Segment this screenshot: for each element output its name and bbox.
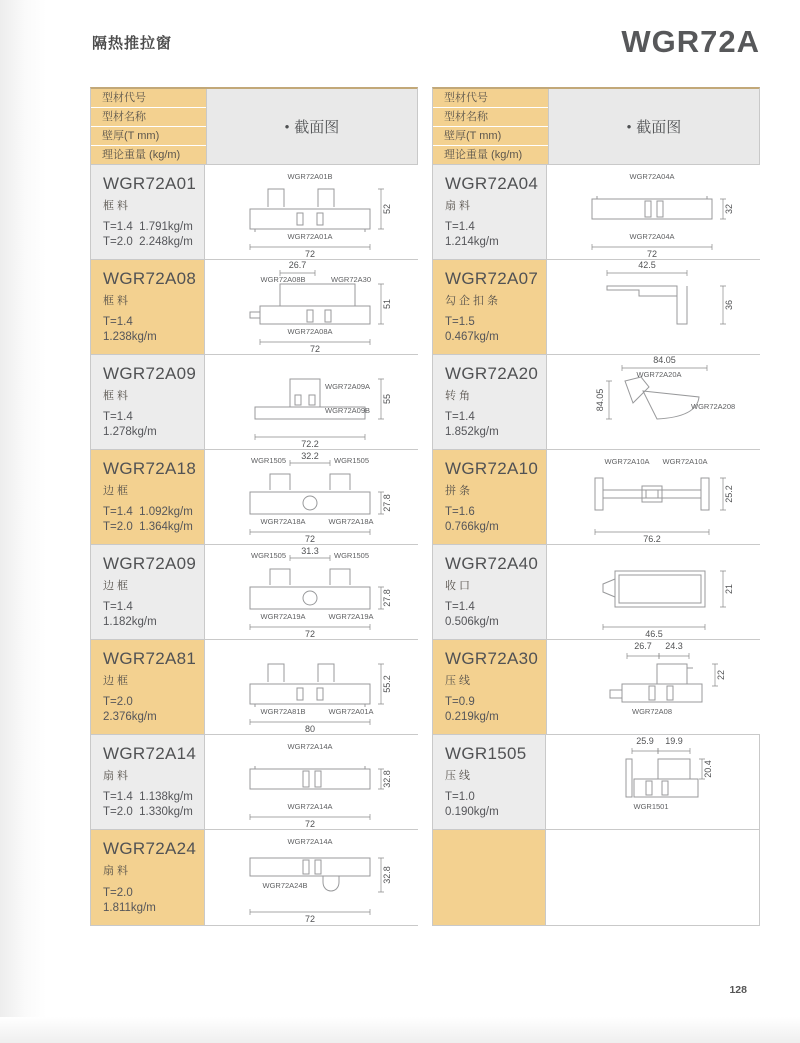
svg-text:25.9: 25.9 (636, 735, 654, 746)
profile-label-cell (91, 165, 204, 259)
svg-text:22: 22 (716, 669, 727, 680)
diagram-cell (546, 450, 760, 544)
section-view-label: 截面图 (294, 119, 340, 136)
header-profile-code: 型材代号 (91, 89, 206, 108)
svg-text:72: 72 (647, 248, 658, 259)
svg-text:WGR72A10A: WGR72A10A (604, 456, 650, 466)
svg-text:WGR1501: WGR1501 (633, 801, 669, 811)
section-diagram (547, 165, 760, 260)
section-diagram (547, 545, 760, 640)
table-row (433, 260, 759, 355)
page-title: 隔热推拉窗 (92, 35, 173, 52)
profile-name: 边框 (103, 485, 131, 497)
svg-text:WGR72A08B: WGR72A08B (260, 274, 306, 284)
profile-code: WGR72A20 (445, 364, 539, 383)
svg-text:32.2: 32.2 (301, 450, 319, 461)
svg-text:WGR1505: WGR1505 (251, 455, 287, 465)
svg-text:42.5: 42.5 (638, 259, 656, 270)
spec-line: T=2.0 1.364kg/m (103, 521, 193, 533)
profile-code: WGR72A09 (103, 364, 197, 383)
spec-line: 1.182kg/m (103, 616, 157, 628)
diagram-cell (546, 640, 760, 734)
svg-text:72: 72 (305, 248, 316, 259)
svg-text:26.7: 26.7 (288, 259, 307, 270)
profile-specs (103, 600, 157, 630)
diagram-cell (546, 355, 760, 449)
svg-text:72: 72 (310, 343, 321, 354)
svg-text:WGR72A24B: WGR72A24B (262, 881, 308, 890)
profile-label-cell (91, 735, 204, 829)
profile-label-cell (433, 545, 546, 639)
svg-text:WGR72A10A: WGR72A10A (662, 456, 708, 466)
page-number: 128 (729, 984, 747, 996)
svg-text:32.8: 32.8 (382, 866, 393, 884)
profile-name: 扇料 (103, 770, 131, 782)
table-row (433, 640, 759, 735)
profile-name: 扇料 (445, 200, 473, 212)
profile-table-right (432, 87, 760, 926)
spec-line: 1.214kg/m (445, 236, 499, 248)
profile-specs (103, 505, 193, 535)
svg-text:21: 21 (724, 583, 735, 594)
profile-label-cell (433, 450, 546, 544)
section-view-label: 截面图 (636, 119, 682, 136)
svg-text:WGR72A18A: WGR72A18A (260, 516, 306, 526)
profile-specs (445, 600, 499, 630)
section-view-header (548, 89, 759, 164)
spec-line: T=1.4 (445, 411, 475, 423)
section-diagram (547, 355, 760, 450)
svg-text:51: 51 (382, 298, 393, 309)
page-header (92, 24, 760, 72)
profile-code: WGR72A08 (103, 269, 197, 288)
profile-specs (103, 410, 157, 440)
svg-text:72: 72 (305, 628, 316, 639)
spec-line: T=1.4 (103, 411, 133, 423)
svg-text:19.9: 19.9 (665, 735, 683, 746)
svg-text:72: 72 (305, 818, 316, 829)
profile-label-cell (433, 830, 545, 925)
diagram-cell (204, 165, 418, 259)
svg-text:20.4: 20.4 (703, 759, 713, 778)
section-diagram (546, 735, 759, 830)
profile-name: 边框 (103, 675, 131, 687)
diagram-cell (545, 735, 759, 829)
svg-text:WGR72A01A: WGR72A01A (328, 706, 374, 716)
svg-text:52: 52 (382, 203, 393, 214)
svg-text:WGR72A18A: WGR72A18A (328, 516, 374, 526)
profile-label-cell (91, 260, 204, 354)
header-profile-code: 型材代号 (433, 89, 548, 108)
table-row (433, 545, 759, 640)
section-diagram (547, 640, 760, 735)
spec-line: 1.278kg/m (103, 426, 157, 438)
profile-table-left (90, 87, 418, 926)
svg-text:WGR72A01B: WGR72A01B (287, 171, 333, 181)
svg-text:WGR72A09B: WGR72A09B (325, 405, 371, 415)
spec-line: 2.376kg/m (103, 711, 157, 723)
section-diagram (205, 545, 418, 640)
svg-text:WGR72A14A: WGR72A14A (287, 801, 333, 811)
section-diagram (205, 355, 418, 450)
profile-name: 框料 (103, 295, 131, 307)
profile-code: WGR72A07 (445, 269, 539, 288)
profile-specs (445, 695, 499, 725)
profile-label-cell (433, 260, 546, 354)
profile-name: 拼条 (445, 485, 473, 497)
table-row (91, 545, 417, 640)
svg-text:55.2: 55.2 (382, 674, 393, 693)
svg-text:31.3: 31.3 (301, 545, 319, 556)
spec-line: T=1.6 (445, 506, 475, 518)
diagram-cell (546, 545, 760, 639)
profile-label-cell (91, 640, 204, 734)
diagram-cell (546, 260, 760, 354)
spec-line: 0.467kg/m (445, 331, 499, 343)
bullet-icon: • (284, 119, 290, 134)
svg-text:55: 55 (382, 393, 393, 404)
header-wall-thickness: 壁厚(T mm) (91, 127, 206, 146)
section-diagram (205, 735, 418, 830)
series-code-title: WGR72A (621, 24, 760, 59)
page-edge-left (0, 0, 46, 1043)
profile-label-cell (91, 545, 204, 639)
section-diagram (547, 260, 760, 355)
svg-text:WGR72A08: WGR72A08 (632, 706, 673, 716)
svg-text:WGR72A19A: WGR72A19A (260, 611, 306, 621)
profile-name: 框料 (103, 390, 131, 402)
svg-text:72: 72 (305, 914, 316, 924)
table-row (433, 830, 759, 925)
profile-specs (103, 886, 156, 916)
svg-text:WGR72A09A: WGR72A09A (325, 381, 371, 391)
table-row (91, 735, 417, 830)
spec-line: 0.506kg/m (445, 616, 499, 628)
diagram-cell (204, 640, 418, 734)
spec-line: 0.190kg/m (445, 806, 499, 818)
profile-name: 框料 (103, 200, 131, 212)
profile-specs (103, 695, 157, 725)
svg-text:WGR72A14A: WGR72A14A (287, 741, 333, 751)
spec-line: T=2.0 2.248kg/m (103, 236, 193, 248)
profile-name: 压线 (445, 675, 473, 687)
table-row (433, 450, 759, 545)
profile-label-cell (433, 735, 545, 829)
profile-specs (445, 315, 499, 345)
profile-code: WGR72A30 (445, 649, 539, 668)
section-diagram (205, 165, 418, 260)
svg-text:WGR72A20A: WGR72A20A (636, 369, 682, 379)
diagram-cell (546, 165, 760, 259)
table-row (91, 450, 417, 545)
spec-line: 1.811kg/m (103, 902, 156, 914)
table-header (433, 89, 759, 165)
profile-code: WGR72A18 (103, 459, 197, 478)
profile-name: 收口 (445, 580, 473, 592)
profile-name: 压线 (445, 770, 473, 782)
spec-line: 1.238kg/m (103, 331, 157, 343)
profile-specs (103, 220, 193, 250)
svg-text:WGR72A81B: WGR72A81B (260, 706, 306, 716)
svg-text:46.5: 46.5 (645, 628, 663, 639)
spec-line: T=1.4 (103, 316, 133, 328)
spec-line: T=1.4 1.791kg/m (103, 221, 193, 233)
table-row (433, 735, 759, 830)
svg-text:76.2: 76.2 (643, 533, 661, 544)
profile-code: WGR72A04 (445, 174, 539, 193)
spec-line: T=1.4 1.138kg/m (103, 791, 193, 803)
header-wall-thickness: 壁厚(T mm) (433, 127, 548, 146)
spec-line: 1.852kg/m (445, 426, 499, 438)
page-edge-bottom (0, 1017, 800, 1043)
profile-name: 转角 (445, 390, 473, 402)
table-header-labels (433, 89, 548, 164)
svg-text:WGR72A19A: WGR72A19A (328, 611, 374, 621)
profile-code: WGR72A40 (445, 554, 539, 573)
svg-text:32: 32 (724, 203, 735, 214)
profile-name: 扇料 (103, 865, 131, 877)
spec-line: T=1.5 (445, 316, 475, 328)
svg-text:84.05: 84.05 (595, 388, 606, 411)
svg-text:27.8: 27.8 (382, 493, 393, 512)
profile-name: 勾企扣条 (445, 295, 501, 307)
profile-label-cell (91, 450, 204, 544)
spec-line: T=2.0 (103, 696, 133, 708)
svg-text:WGR1505: WGR1505 (251, 550, 287, 560)
svg-text:72: 72 (305, 533, 316, 544)
section-diagram (205, 260, 418, 355)
profile-code: WGR72A01 (103, 174, 197, 193)
profile-specs (103, 315, 157, 345)
spec-line: T=1.0 (445, 791, 475, 803)
profile-specs (445, 410, 499, 440)
section-diagram (547, 450, 760, 545)
section-diagram (205, 640, 418, 735)
svg-text:27.8: 27.8 (382, 588, 393, 607)
profile-name: 边框 (103, 580, 131, 592)
bullet-icon: • (626, 119, 632, 134)
section-diagram (205, 830, 418, 925)
svg-text:36: 36 (724, 299, 735, 310)
table-row (91, 165, 417, 260)
spec-line: 0.219kg/m (445, 711, 499, 723)
spec-line: T=0.9 (445, 696, 475, 708)
svg-text:WGR72A04A: WGR72A04A (629, 171, 675, 181)
profile-label-cell (433, 355, 546, 449)
header-theoretical-weight: 理论重量 (kg/m) (102, 149, 181, 161)
svg-text:WGR72A14A: WGR72A14A (287, 837, 333, 846)
svg-text:WGR72A01A: WGR72A01A (287, 231, 333, 241)
table-row (91, 260, 417, 355)
svg-text:WGR1505: WGR1505 (334, 550, 370, 560)
header-theoretical-weight: 理论重量 (kg/m) (444, 149, 523, 161)
profile-code: WGR72A09 (103, 554, 197, 573)
svg-text:24.3: 24.3 (665, 640, 683, 651)
diagram-cell (204, 355, 418, 449)
svg-text:WGR72A08A: WGR72A08A (287, 326, 333, 336)
spec-line: T=2.0 (103, 887, 133, 899)
svg-text:84.05: 84.05 (653, 354, 676, 365)
profile-code: WGR1505 (445, 744, 527, 763)
profile-label-cell (91, 830, 204, 925)
profile-specs (445, 790, 499, 820)
table-header-labels (91, 89, 206, 164)
section-diagram (546, 830, 759, 925)
spec-line: T=2.0 1.330kg/m (103, 806, 193, 818)
profile-specs (445, 220, 499, 250)
diagram-cell (204, 830, 418, 925)
diagram-cell (204, 450, 418, 544)
svg-text:32.8: 32.8 (382, 769, 393, 788)
diagram-cell (204, 545, 418, 639)
diagram-cell (204, 260, 418, 354)
profile-code: WGR72A81 (103, 649, 197, 668)
svg-text:25.2: 25.2 (724, 484, 735, 503)
section-diagram (205, 450, 418, 545)
profile-label-cell (91, 355, 204, 449)
spec-line: T=1.4 (103, 601, 133, 613)
svg-text:WGR72A30: WGR72A30 (331, 274, 372, 284)
svg-text:80: 80 (305, 723, 316, 734)
spec-line: 0.766kg/m (445, 521, 499, 533)
svg-text:WGR1505: WGR1505 (334, 455, 370, 465)
profile-code: WGR72A24 (103, 839, 197, 858)
diagram-cell (545, 830, 759, 925)
svg-text:WGR72A04A: WGR72A04A (629, 231, 675, 241)
profile-code: WGR72A10 (445, 459, 539, 478)
profile-code: WGR72A14 (103, 744, 197, 763)
diagram-cell (204, 735, 418, 829)
table-row (91, 640, 417, 735)
profile-label-cell (433, 165, 546, 259)
spec-line: T=1.4 (445, 601, 475, 613)
svg-text:72.2: 72.2 (301, 438, 319, 449)
table-row (433, 165, 759, 260)
table-row (91, 830, 417, 925)
header-profile-name: 型材名称 (91, 108, 206, 127)
spec-line: T=1.4 (445, 221, 475, 233)
header-profile-name: 型材名称 (433, 108, 548, 127)
table-row (433, 355, 759, 450)
svg-text:26.7: 26.7 (634, 640, 652, 651)
profile-label-cell (433, 640, 546, 734)
table-header (91, 89, 417, 165)
svg-text:WGR72A208: WGR72A208 (691, 401, 736, 411)
spec-line: T=1.4 1.092kg/m (103, 506, 193, 518)
profile-specs (103, 790, 193, 820)
table-row (91, 355, 417, 450)
section-view-header (206, 89, 417, 164)
profile-specs (445, 505, 499, 535)
